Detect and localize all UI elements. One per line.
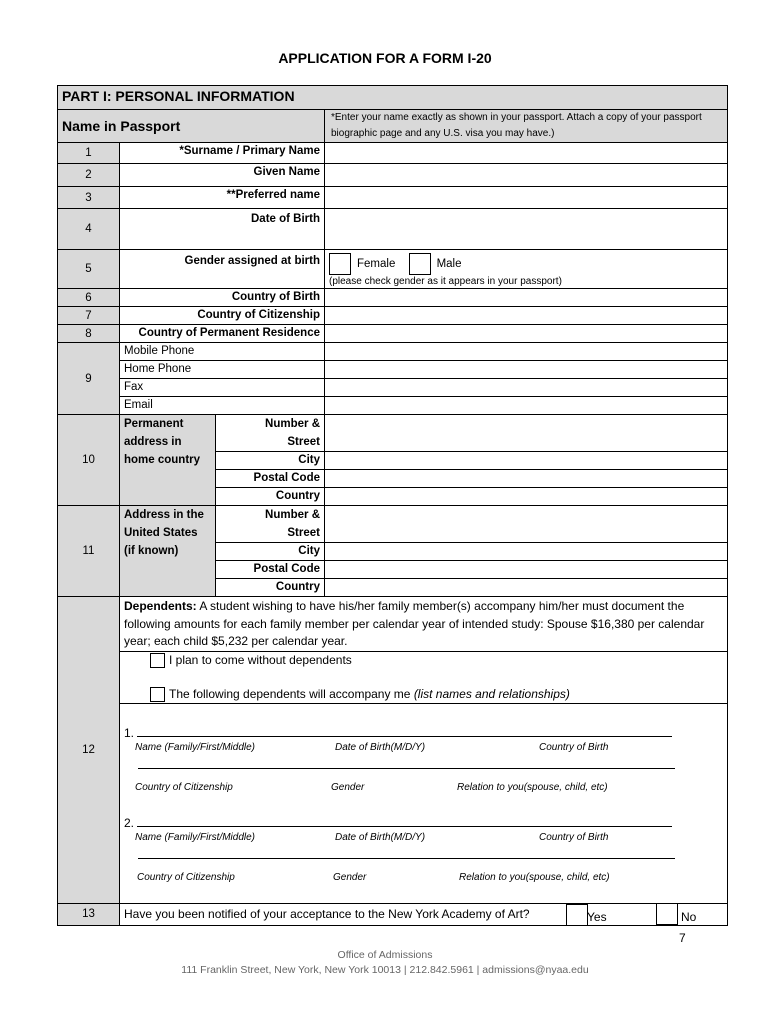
home-postal-code-field[interactable] — [325, 470, 728, 488]
part1-heading: PART I: PERSONAL INFORMATION — [58, 86, 728, 110]
dependents-intro-text: A student wishing to have his/her family member(s) accompany him/her must document the following amounts for each family member per calendar year of intended study: Spouse $16,380 per calendar year; each child $5,232 per calendar year. — [124, 599, 705, 648]
row-number-3: 3 — [58, 187, 120, 209]
personal-information-table — [57, 85, 728, 926]
permanent-address-group-label: Permanent address in home country — [120, 415, 216, 506]
us-city-field[interactable] — [325, 543, 728, 561]
acceptance-question: Have you been notified of your acceptance to the New York Academy of Art? — [124, 906, 530, 921]
gender-note: (please check gender as it appears in your passport) — [329, 276, 562, 287]
country-of-birth-label: Country of Birth — [120, 289, 325, 307]
preferred-name-label: **Preferred name — [120, 187, 325, 209]
fax-label: Fax — [120, 379, 325, 397]
with-dependents-hint: (list names and relationships) — [413, 686, 570, 701]
country-of-residence-label: Country of Permanent Residence — [120, 325, 325, 343]
home-city-field[interactable] — [325, 452, 728, 470]
female-label: Female — [357, 258, 396, 271]
email-field[interactable] — [325, 397, 728, 415]
dependent-1-dob-caption: Date of Birth(M/D/Y) — [335, 741, 426, 753]
page-number: 7 — [679, 931, 686, 945]
dependents-options — [120, 651, 728, 703]
dependent-2-citizenship-caption: Country of Citizenship — [137, 871, 235, 883]
dependents-list — [120, 703, 728, 903]
dependent-2-dob-caption: Date of Birth(M/D/Y) — [335, 831, 426, 843]
name-note: *Enter your name exactly as shown in your passport. Attach a copy of your passport biographic page and any U.S. visa you may have.) — [325, 110, 728, 143]
email-label: Email — [120, 397, 325, 415]
us-country-label: Country — [216, 579, 325, 597]
female-checkbox[interactable] — [329, 253, 351, 275]
row-number-10: 10 — [58, 415, 120, 506]
row-number-6: 6 — [58, 289, 120, 307]
acceptance-question-cell — [120, 903, 728, 925]
home-country-label: Country — [216, 488, 325, 506]
yes-label: Yes — [587, 909, 607, 924]
surname-field[interactable] — [325, 143, 728, 164]
us-postal-code-label: Postal Code — [216, 561, 325, 579]
dependent-1-number: 1. — [124, 725, 135, 740]
country-of-citizenship-field[interactable] — [325, 307, 728, 325]
row-number-12: 12 — [58, 597, 120, 904]
home-phone-field[interactable] — [325, 361, 728, 379]
row-number-13: 13 — [58, 903, 120, 925]
with-dependents-checkbox[interactable] — [150, 687, 165, 702]
dependent-1-gender-caption: Gender — [331, 781, 365, 793]
date-of-birth-field[interactable] — [325, 209, 728, 250]
dependent-2-number: 2. — [124, 815, 135, 830]
home-country-field[interactable] — [325, 488, 728, 506]
home-postal-code-label: Postal Code — [216, 470, 325, 488]
country-of-residence-field[interactable] — [325, 325, 728, 343]
dependents-intro-label: Dependents: — [124, 599, 197, 613]
row-number-1: 1 — [58, 143, 120, 164]
male-checkbox[interactable] — [409, 253, 431, 275]
row-number-8: 8 — [58, 325, 120, 343]
row-number-4: 4 — [58, 209, 120, 250]
dependent-1-cob-caption: Country of Birth — [539, 741, 609, 753]
date-of-birth-label: Date of Birth — [120, 209, 325, 250]
no-checkbox[interactable] — [656, 903, 678, 925]
dependent-1-line-2[interactable] — [138, 756, 675, 769]
footer-office: Office of Admissions — [337, 949, 433, 961]
us-address-group-label: Address in the United States (if known) — [120, 506, 216, 597]
yes-checkbox[interactable] — [566, 904, 588, 926]
dependent-2-line-2[interactable] — [138, 846, 675, 859]
us-country-field[interactable] — [325, 579, 728, 597]
home-city-label: City — [216, 452, 325, 470]
country-of-citizenship-label: Country of Citizenship — [120, 307, 325, 325]
surname-label: *Surname / Primary Name — [120, 143, 325, 164]
footer — [0, 948, 770, 978]
us-city-label: City — [216, 543, 325, 561]
dependents-intro — [120, 597, 728, 652]
gender-label: Gender assigned at birth — [120, 250, 325, 289]
with-dependents-label: The following dependents will accompany me — [169, 686, 414, 701]
no-label: No — [681, 909, 697, 924]
home-phone-label: Home Phone — [120, 361, 325, 379]
dependent-2-line-1[interactable] — [137, 814, 672, 827]
row-number-9: 9 — [58, 343, 120, 415]
preferred-name-field[interactable] — [325, 187, 728, 209]
male-label: Male — [436, 258, 462, 271]
row-number-2: 2 — [58, 164, 120, 187]
given-name-label: Given Name — [120, 164, 325, 187]
dependent-1-citizenship-caption: Country of Citizenship — [135, 781, 233, 793]
us-street-label: Number & Street — [216, 506, 325, 543]
dependent-1-line-1[interactable] — [137, 724, 672, 737]
dependent-2-gender-caption: Gender — [333, 871, 367, 883]
country-of-birth-field[interactable] — [325, 289, 728, 307]
with-dependents-option — [150, 686, 723, 703]
dependent-2-cob-caption: Country of Birth — [539, 831, 609, 843]
mobile-phone-label: Mobile Phone — [120, 343, 325, 361]
dependent-entry-1 — [124, 724, 723, 796]
gender-options — [325, 250, 728, 289]
dependent-2-relation-caption: Relation to you(spouse, child, etc) — [459, 871, 610, 883]
dependent-1-name-caption: Name (Family/First/Middle) — [135, 741, 256, 753]
home-street-label: Number & Street — [216, 415, 325, 452]
dependent-1-relation-caption: Relation to you(spouse, child, etc) — [457, 781, 608, 793]
mobile-phone-field[interactable] — [325, 343, 728, 361]
row-number-11: 11 — [58, 506, 120, 597]
no-dependents-option — [150, 652, 723, 669]
us-street-field[interactable] — [325, 506, 728, 543]
fax-field[interactable] — [325, 379, 728, 397]
row-number-7: 7 — [58, 307, 120, 325]
home-street-field[interactable] — [325, 415, 728, 452]
row-number-5: 5 — [58, 250, 120, 289]
no-dependents-checkbox[interactable] — [150, 653, 165, 668]
footer-address: 111 Franklin Street, New York, New York 10013 | 212.842.5961 | admissions@nyaa.edu — [181, 964, 589, 976]
dependent-entry-2 — [124, 814, 723, 884]
form-title: APPLICATION FOR A FORM I-20 — [278, 50, 492, 66]
name-in-passport-heading: Name in Passport — [58, 110, 325, 143]
no-dependents-label: I plan to come without dependents — [169, 652, 352, 667]
given-name-field[interactable] — [325, 164, 728, 187]
dependent-2-name-caption: Name (Family/First/Middle) — [135, 831, 256, 843]
us-postal-code-field[interactable] — [325, 561, 728, 579]
